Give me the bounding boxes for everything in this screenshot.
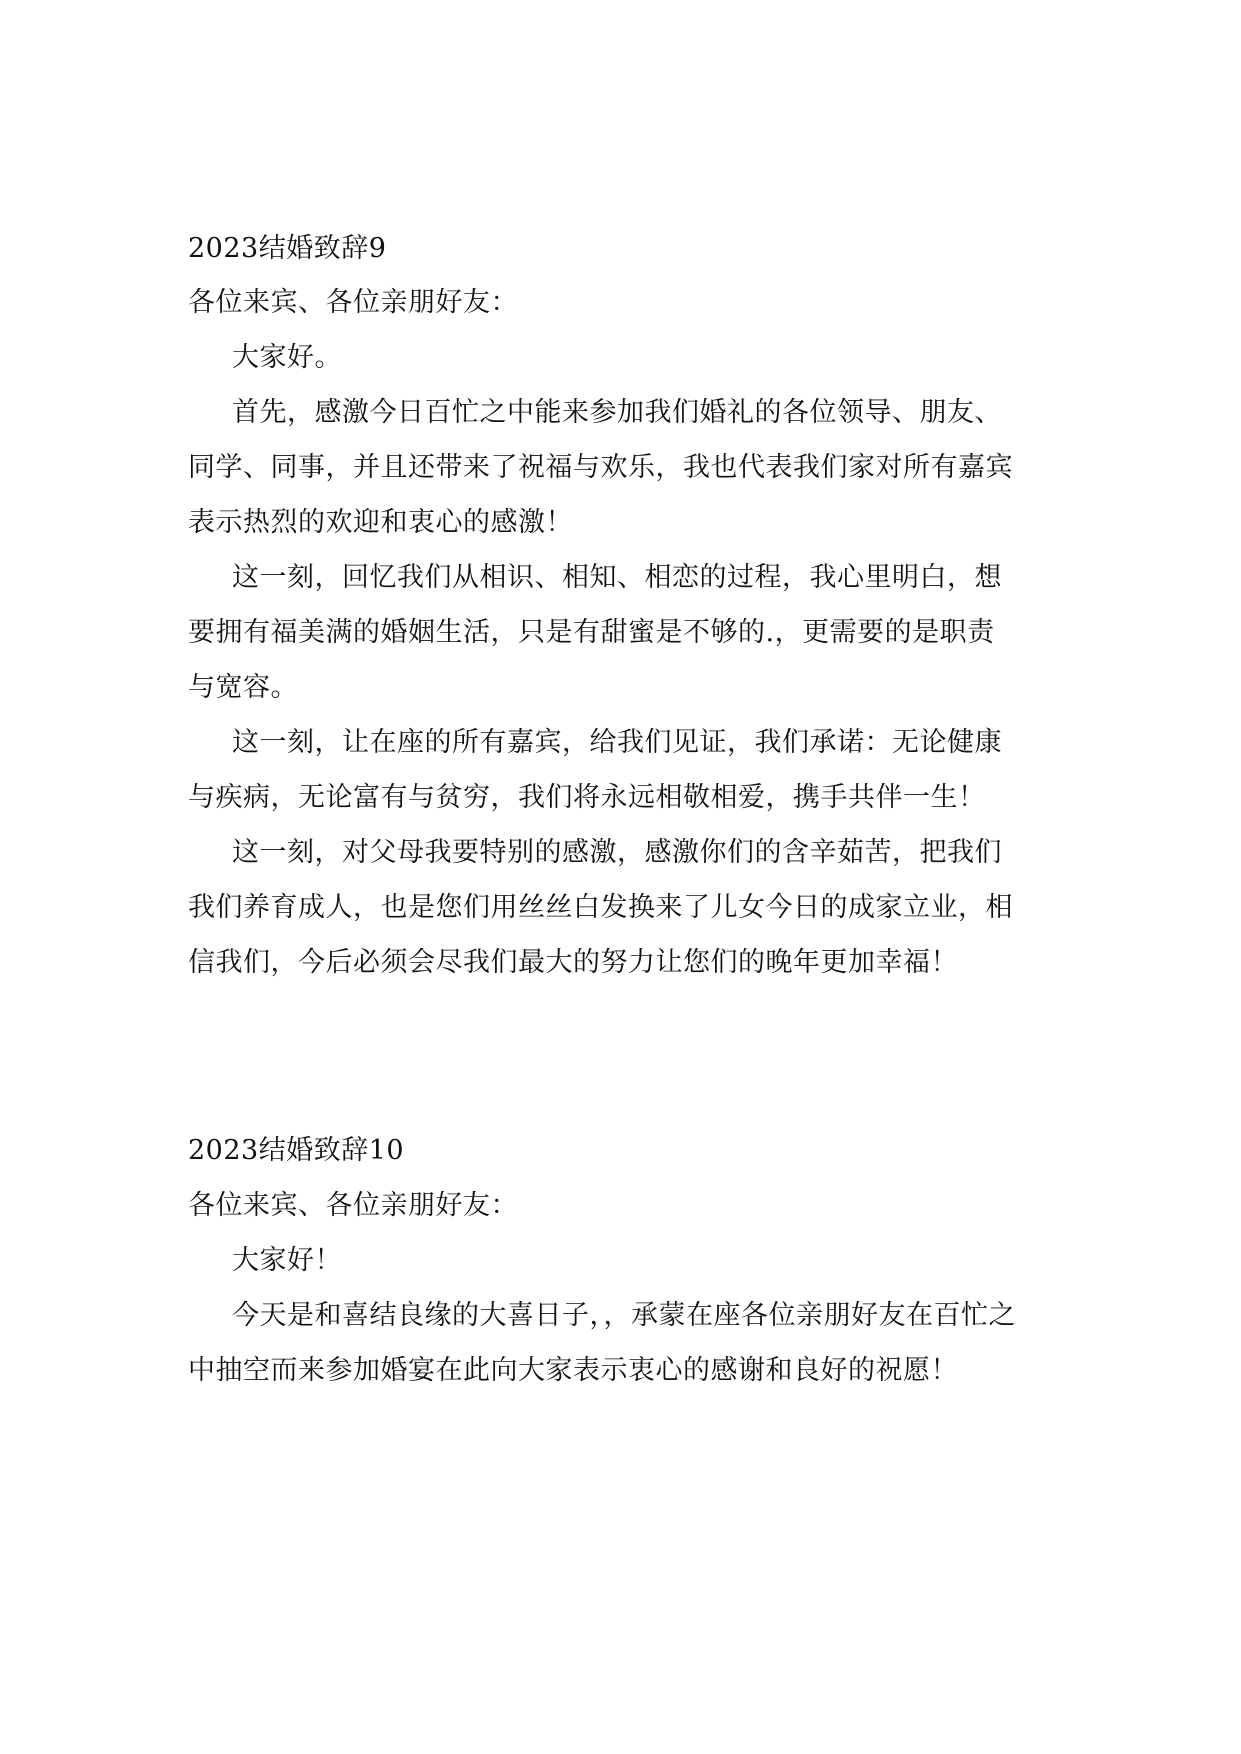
- paragraph-line: 与宽容。: [188, 672, 298, 703]
- salutation: 各位来宾、各位亲朋好友：: [188, 287, 518, 318]
- paragraph-line: 这一刻，让在座的所有嘉宾，给我们见证，我们承诺：无论健康: [232, 727, 1002, 758]
- paragraph-line: 今天是和喜结良缘的大喜日子，，承蒙在座各位亲朋好友在百忙之: [232, 1300, 1016, 1331]
- paragraph-line: 同学、同事，并且还带来了祝福与欢乐，我也代表我们家对所有嘉宾: [188, 452, 1013, 483]
- paragraph-line: 要拥有福美满的婚姻生活，只是有甜蜜是不够的.，更需要的是职责: [188, 617, 995, 648]
- paragraph-line: 表示热烈的欢迎和衷心的感激！: [188, 507, 573, 538]
- greeting: 大家好。: [232, 342, 342, 373]
- section-title: 2023结婚致辞9: [188, 233, 387, 264]
- paragraph-line: 中抽空而来参加婚宴在此向大家表示衷心的感谢和良好的祝愿！: [188, 1355, 958, 1386]
- paragraph-line: 这一刻，回忆我们从相识、相知、相恋的过程，我心里明白，想: [232, 562, 1002, 593]
- paragraph-line: 这一刻，对父母我要特别的感激，感激你们的含辛茹苦，把我们: [232, 837, 1002, 868]
- greeting: 大家好！: [232, 1245, 342, 1276]
- paragraph-line: 与疾病，无论富有与贫穷，我们将永远相敬相爱，携手共伴一生！: [188, 782, 986, 813]
- salutation: 各位来宾、各位亲朋好友：: [188, 1190, 518, 1221]
- paragraph-line: 我们养育成人，也是您们用丝丝白发换来了儿女今日的成家立业，相: [188, 892, 1013, 923]
- section-title: 2023结婚致辞10: [188, 1135, 405, 1166]
- paragraph-line: 首先，感激今日百忙之中能来参加我们婚礼的各位领导、朋友、: [232, 397, 1002, 428]
- paragraph-line: 信我们，今后必须会尽我们最大的努力让您们的晚年更加幸福！: [188, 947, 958, 978]
